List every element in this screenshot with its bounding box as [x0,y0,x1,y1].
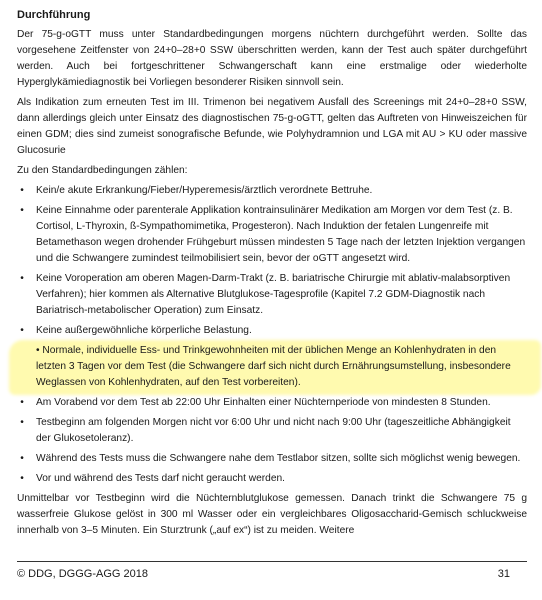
list-item-highlighted [17,343,527,391]
standard-conditions-list [17,183,527,487]
list-item-text: Keine außergewöhnliche körperliche Belastung. [36,325,252,336]
list-item-text: Keine Voroperation am oberen Magen-Darm-Trakt (z. B. bariatrische Chirurgie mit ablativ-malabsorptiven Verfahren); hier kommen als Alternative Blutglukose-Tagesprofile (Kapitel 7.2 GDM-Diagnostik nach Bariatrisch-metabolischer Operation) zum Einsatz. [36,273,511,316]
list-item-text: Testbeginn am folgenden Morgen nicht vor 6:00 Uhr und nicht nach 9:00 Uhr (tageszeitliche Abhängigkeit der Glukosetoleranz). [36,417,511,444]
section-heading: Durchführung [17,9,91,21]
document-body [17,8,527,543]
bullet-icon: • [20,273,24,284]
bullet-icon: • [20,397,24,408]
page-footer [17,568,510,580]
paragraph-standard-conditions-intro: Zu den Standardbedingungen zählen: [17,165,188,176]
list-item [17,183,527,199]
list-item [17,271,527,319]
list-item [17,395,527,411]
bullet-icon: • [20,205,24,216]
bullet-icon: • [20,473,24,484]
bullet-icon: • [20,185,24,196]
paragraph-indication: Als Indikation zum erneuten Test im III. Trimenon bei negativem Ausfall des Screenings mit 24+0–28+0 SSW, dann allerdings gleich unter Einsatz des diagnostischen 75-g-oGTT, gelten das Auftreten von Hinweiszeichen für einen GDM; dies sind zumeist sonografische Befunde, wie Polyhydramnion und LGA mit AU > KU oder massive Glucosurie [17,97,527,156]
list-item-text: Vor und während des Tests darf nicht geraucht werden. [36,473,285,484]
page-number: 31 [497,568,510,580]
list-item [17,451,527,467]
list-item-text: Kein/e akute Erkrankung/Fieber/Hyperemesis/ärztlich verordnete Bettruhe. [36,185,373,196]
list-item [17,415,527,447]
list-item-text: Am Vorabend vor dem Test ab 22:00 Uhr Einhalten einer Nüchternperiode von mindesten 8 Stunden. [36,397,491,408]
list-item-text: Keine Einnahme oder parenterale Applikation kontrainsulinärer Medikation am Morgen vor dem Test (z. B. Cortisol, L-Thyroxin, ß-Sympathomimetika, Progesteron). Nach Induktion der fetalen Lungenreife mit Betamethason wegen drohender Frühgeburt müssen mindesten 5 Tage nach der letzten Injektion vergangen und die Schwangere zumindest teilmobilisiert sein, bevor der oGTT angesetzt wird. [36,205,526,264]
bullet-icon: • [20,453,24,464]
list-item [17,203,527,267]
paragraph-procedure: Unmittelbar vor Testbeginn wird die Nüchternblutglukose gemessen. Danach trinkt die Schwangere 75 g wasserfreie Glukose gelöst in 300 ml Wasser oder ein vergleichbares Oligosaccharid-Gemisch schluckweise innerhalb von 3–5 Minuten. Ein Sturztrunk („auf ex“) ist zu meiden. Weitere [17,493,527,536]
bullet-icon: • [36,345,40,356]
list-item-text: Normale, individuelle Ess- und Trinkgewohnheiten mit der üblichen Menge an Kohlenhydraten in den letzten 3 Tagen vor dem Test (die Schwangere darf sich nicht durch Ernährungsumstellung, insbesondere Weglassen von Kohlenhydraten, auf den Test vorbereiten). [36,345,511,388]
bullet-icon: • [20,417,24,428]
paragraph-timing: Der 75-g-oGTT muss unter Standardbedingungen morgens nüchtern durchgeführt werden. Sollte das vorgesehene Zeitfenster von 24+0–28+0 SSW überschritten werden, kann der Test auch später durchgeführt werden. Auch bei fortgeschrittener Schwangerschaft kann eine erstmalige oder wiederholte Hyperglykämiediagnostik bei Vorliegen besonderer Risiken sinnvoll sein. [17,29,527,88]
footer-copyright: © DDG, DGGG-AGG 2018 [17,568,148,580]
bullet-icon: • [20,325,24,336]
footer-divider [17,561,527,562]
list-item [17,323,527,339]
list-item-text: Während des Tests muss die Schwangere nahe dem Testlabor sitzen, sollte sich möglichst wenig bewegen. [36,453,521,464]
list-item [17,471,527,487]
